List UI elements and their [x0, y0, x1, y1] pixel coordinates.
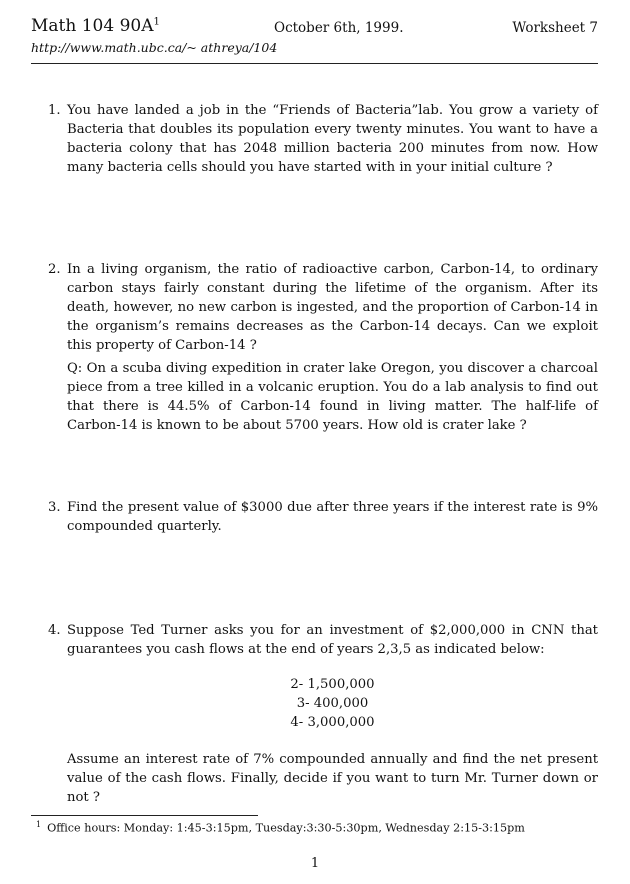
problem-number: 3. — [48, 500, 61, 515]
problem-number: 1. — [48, 103, 61, 118]
footnote-text: Office hours: Monday: 1:45-3:15pm, Tuesday:3:30-5:30pm, Wednesday 2:15-3:15pm — [47, 821, 525, 835]
problem-followup: Assume an interest rate of 7% compounded annually and find the net present value of the cash flows. Finally, decide if you want to turn Mr. Turner down or not ? — [67, 752, 598, 805]
problem-4 — [48, 621, 598, 807]
problem-text: You have landed a job in the “Friends of Bacteria”lab. You grow a variety of Bacteria that doubles its population every twenty minutes. You want to have a bacteria colony that has 2048 million bacteria 200 minutes from now. How many bacteria cells should you have started with in your initial culture ? — [67, 103, 598, 175]
problem-3 — [48, 498, 598, 536]
cash-flow-item: 2- 1,500,000 — [290, 677, 375, 692]
problem-question: Q: On a scuba diving expedition in crater lake Oregon, you discover a charcoal piece from a tree killed in a volcanic eruption. You do a lab analysis to find out that there is 44.5% of Carbon-14 found in living matter. The half-life of Carbon-14 is known to be about 5700 years. How old is crater lake ? — [67, 361, 598, 433]
footnote-divider — [31, 815, 258, 816]
footnote — [36, 820, 525, 835]
page-number: 1 — [310, 856, 320, 871]
problem-text: Suppose Ted Turner asks you for an investment of $2,000,000 in CNN that guarantees you cash flows at the end of years 2,3,5 as indicated below: — [67, 623, 598, 657]
course-footnote-mark: 1 — [153, 16, 160, 28]
course-title — [31, 16, 160, 36]
problem-2 — [48, 260, 598, 435]
problem-text: In a living organism, the ratio of radioactive carbon, Carbon-14, to ordinary carbon stays fairly constant during the lifetime of the organism. After its death, however, no new carbon is ingested, and the proportion of Carbon-14 in the organism’s remains decreases as the Carbon-14 decays. Can we exploit this property of Carbon-14 ? — [67, 262, 598, 353]
cash-flow-list — [67, 675, 598, 732]
problem-text: Find the present value of $3000 due after three years if the interest rate is 9% compounded quarterly. — [67, 500, 598, 534]
cash-flow-item: 3- 400,000 — [296, 696, 369, 711]
footnote-mark: 1 — [36, 820, 42, 829]
worksheet-date: October 6th, 1999. — [274, 20, 404, 36]
problem-number: 2. — [48, 262, 61, 277]
header-divider — [31, 63, 598, 64]
worksheet-title: Worksheet 7 — [512, 20, 598, 36]
cash-flow-item: 4- 3,000,000 — [290, 715, 375, 730]
problem-number: 4. — [48, 623, 61, 638]
course-url: http://www.math.ubc.ca/~ athreya/104 — [31, 40, 278, 55]
course-title-text: Math 104 90A — [31, 16, 154, 36]
problem-1 — [48, 101, 598, 177]
